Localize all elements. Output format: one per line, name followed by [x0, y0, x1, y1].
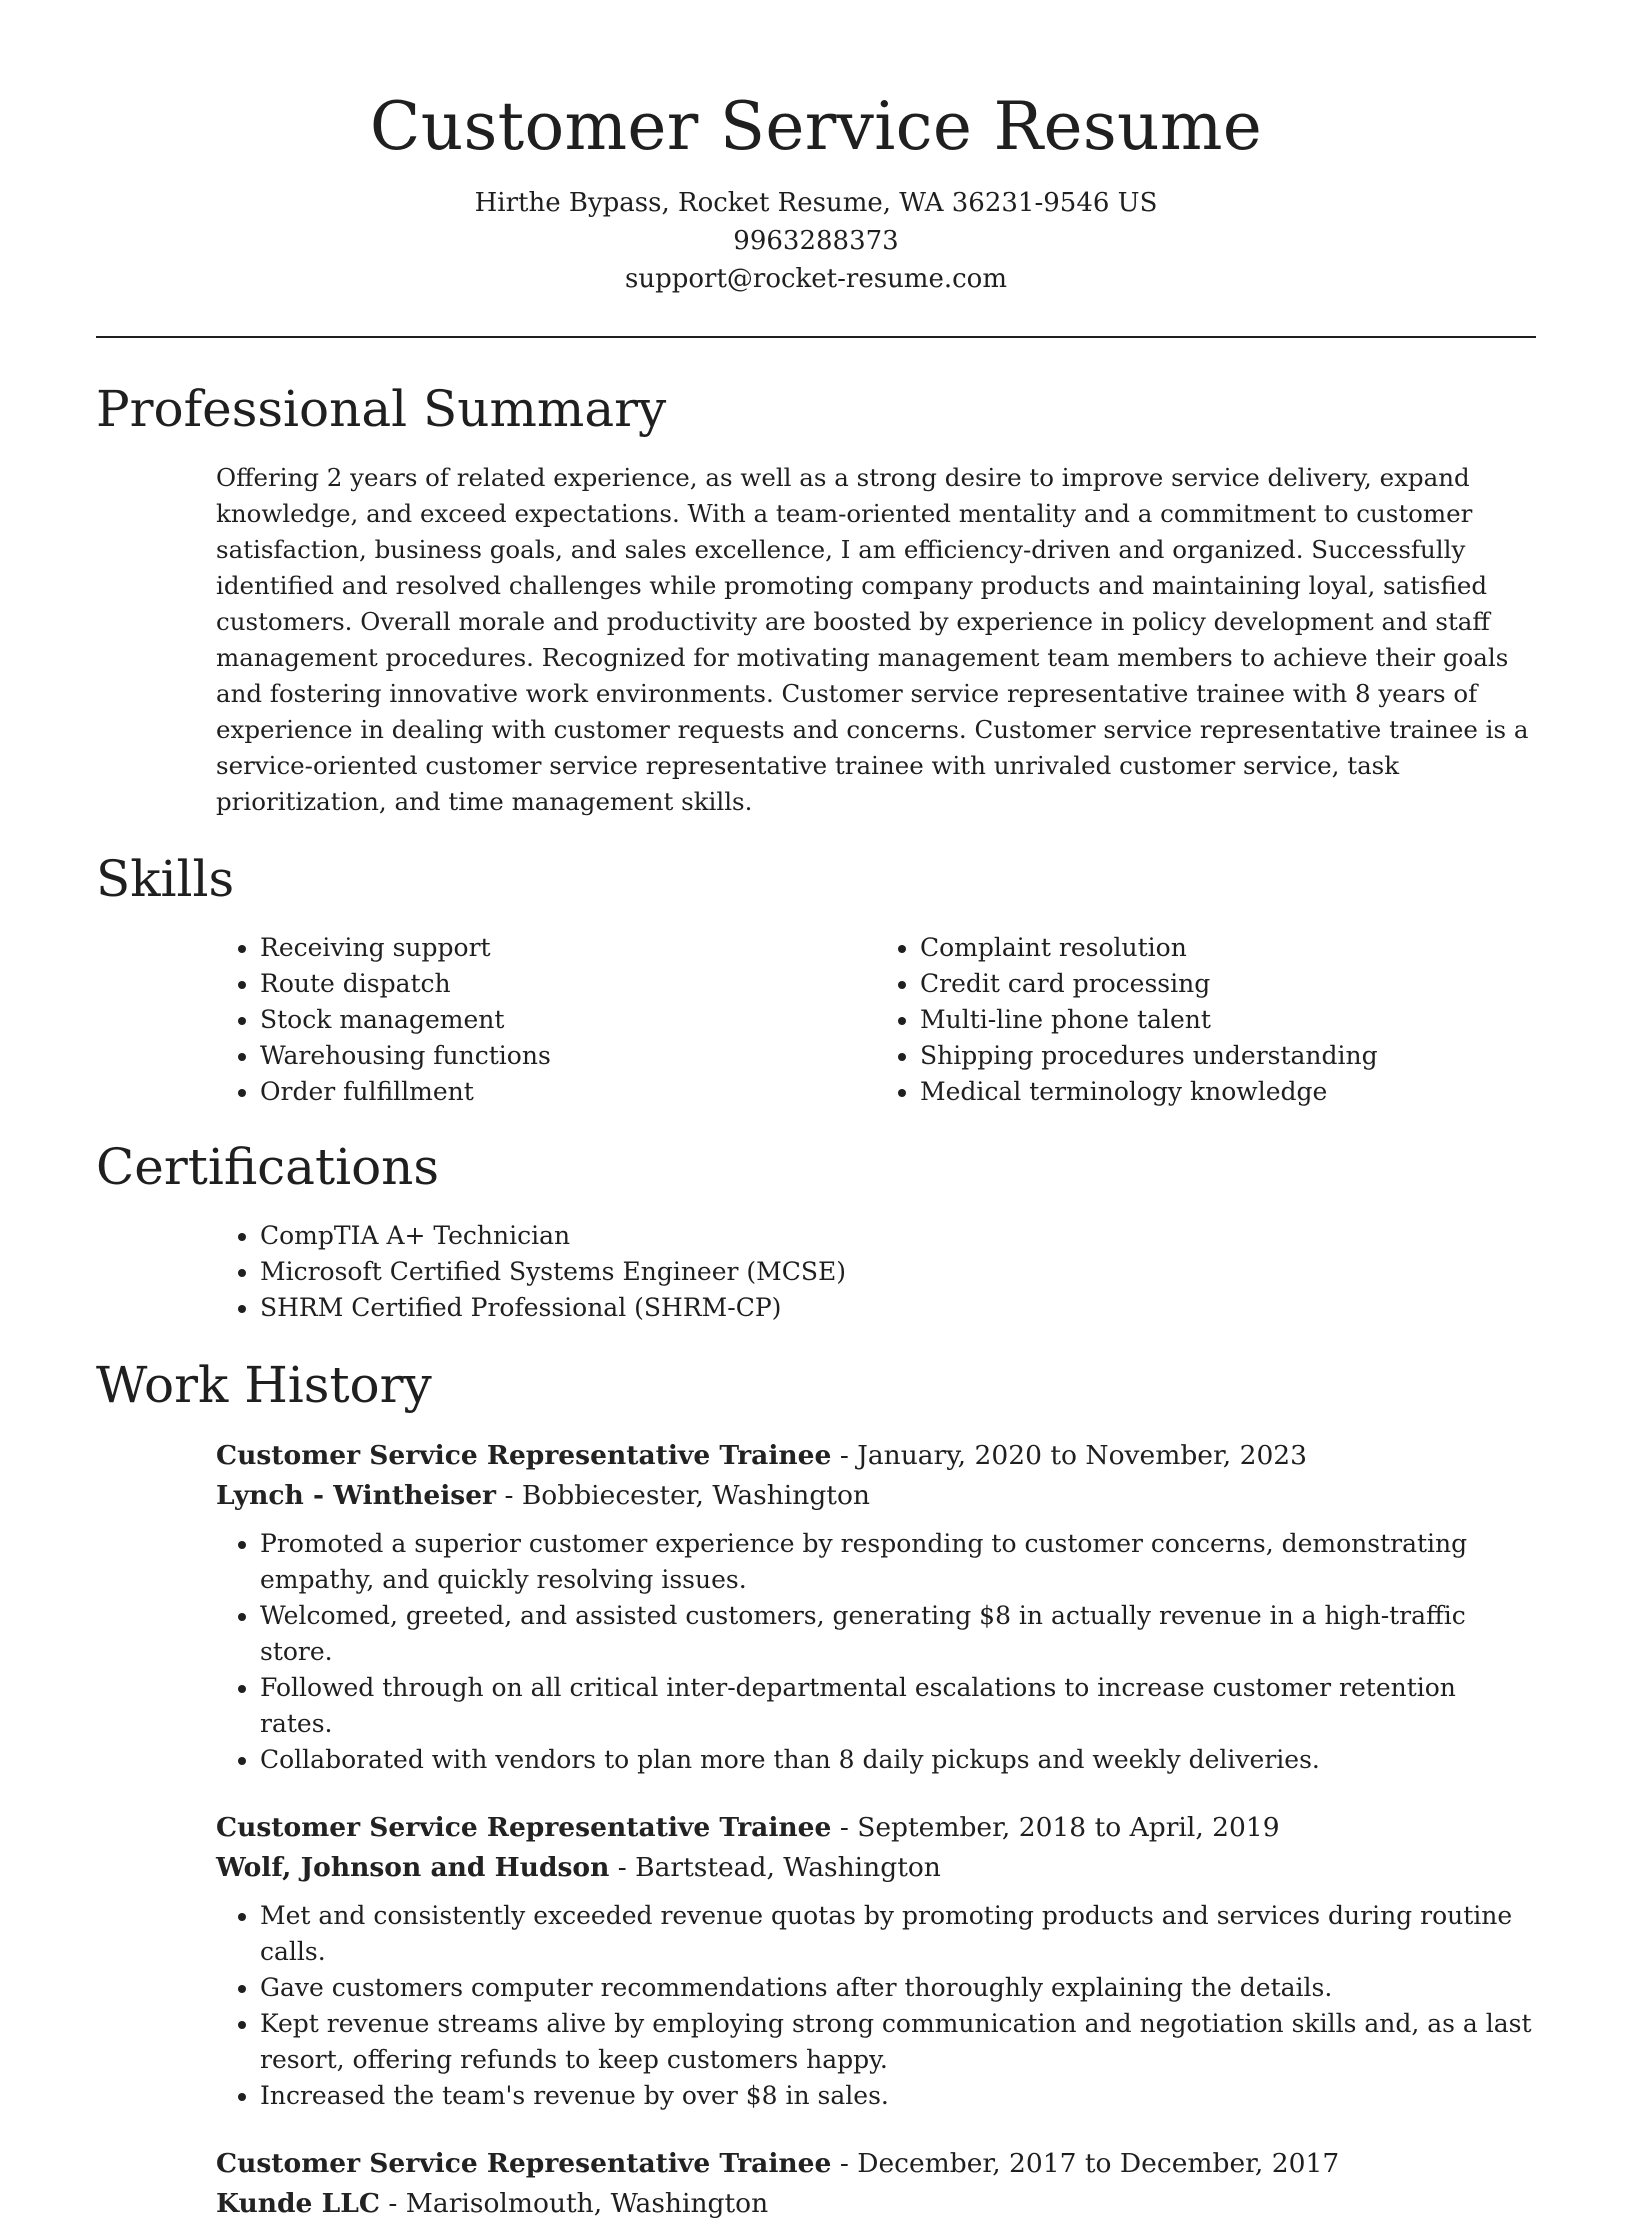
resume-header [96, 0, 1536, 298]
job-separator: - [379, 2188, 406, 2219]
job-company-line [216, 2184, 1536, 2224]
professional-summary-text: Offering 2 years of related experience, as well as a strong desire to improve service delivery, expand knowledge, and exceed expectations. With a team-oriented mentality and a commitment to customer satisfaction, business goals, and sales excellence, I am efficiency-driven and organized. Successfully identified and resolved challenges while promoting company products and maintaining loyal, satisfied customers. Overall morale and productivity are boosted by experience in policy development and staff management procedures. Recognized for motivating management team members to achieve their goals and fostering innovative work environments. Customer service representative trainee with 8 years of experience in dealing with customer requests and concerns. Customer service representative trainee is a service-oriented customer service representative trainee with unrivaled customer service, task prioritization, and time management skills. [216, 463, 1529, 816]
job-bullet: • Met and consistently exceeded revenue quotas by promoting products and services during routine calls. [260, 1898, 1536, 1970]
job-company-line [216, 1476, 1536, 1516]
job-location: Marisolmouth, Washington [405, 2188, 769, 2219]
professional-summary-heading: Professional Summary [96, 380, 667, 438]
job-bullet: • Collaborated with vendors to plan more than 8 daily pickups and weekly deliveries. [260, 1742, 1536, 1778]
job-bullet: • Promoted a superior customer experience by responding to customer concerns, demonstrating empathy, and quickly resolving issues. [260, 1526, 1536, 1598]
contact-address: Hirthe Bypass, Rocket Resume, WA 36231-9546 US [474, 188, 1158, 218]
job-title-line [216, 1808, 1536, 1848]
job-title-line [216, 1436, 1536, 1476]
job-entry [216, 1808, 1536, 2114]
skill-item: • Medical terminology knowledge [920, 1074, 1536, 1110]
skills-column-right [876, 930, 1536, 1110]
skills-column-left [216, 930, 876, 1110]
job-role: Customer Service Representative Trainee [216, 2148, 832, 2179]
job-company: Wolf, Johnson and Hudson [216, 1852, 610, 1883]
job-dates: December, 2017 to December, 2017 [857, 2148, 1340, 2179]
skill-item: • Receiving support [260, 930, 876, 966]
skills-heading: Skills [96, 850, 235, 908]
skill-item: • Route dispatch [260, 966, 876, 1002]
certification-item: • CompTIA A+ Technician [260, 1218, 1536, 1254]
job-location: Bartstead, Washington [635, 1852, 941, 1883]
resume-title: Customer Service Resume [369, 88, 1263, 165]
job-bullet: • Increased the team's revenue by over $8 in sales. [260, 2078, 1536, 2114]
skill-item: • Complaint resolution [920, 930, 1536, 966]
certifications-heading: Certifications [96, 1138, 440, 1196]
skill-item: • Credit card processing [920, 966, 1536, 1002]
skill-item: • Shipping procedures understanding [920, 1038, 1536, 1074]
skill-item: • Warehousing functions [260, 1038, 876, 1074]
job-role: Customer Service Representative Trainee [216, 1440, 832, 1471]
contact-phone: 9963288373 [733, 226, 899, 256]
job-title-line [216, 2144, 1536, 2184]
job-bullets [216, 1898, 1536, 2114]
certifications-list [216, 1218, 1536, 1326]
skill-item: • Stock management [260, 1002, 876, 1038]
job-company-line [216, 1848, 1536, 1888]
job-bullet: • Followed through on all critical inter-departmental escalations to increase customer retention rates. [260, 1670, 1536, 1742]
job-company: Lynch - Wintheiser [216, 1480, 497, 1511]
work-history-heading: Work History [96, 1356, 432, 1414]
job-separator: - [609, 1852, 636, 1883]
job-bullet: • Gave customers computer recommendations after thoroughly explaining the details. [260, 1970, 1536, 2006]
contact-email: support@rocket-resume.com [624, 264, 1007, 294]
header-divider [96, 336, 1536, 338]
job-separator: - [831, 1812, 858, 1843]
job-separator: - [496, 1480, 522, 1511]
job-entry [216, 2144, 1536, 2224]
job-dates: January, 2020 to November, 2023 [857, 1440, 1308, 1471]
job-bullets [216, 1526, 1536, 1778]
job-entry [216, 1436, 1536, 1778]
skill-item: • Multi-line phone talent [920, 1002, 1536, 1038]
resume-page [96, 0, 1536, 2224]
job-separator: - [831, 1440, 858, 1471]
job-dates: September, 2018 to April, 2019 [857, 1812, 1280, 1843]
skill-item: • Order fulfillment [260, 1074, 876, 1110]
job-separator: - [831, 2148, 858, 2179]
certification-item: • SHRM Certified Professional (SHRM-CP) [260, 1290, 1536, 1326]
job-company: Kunde LLC [216, 2188, 380, 2219]
job-role: Customer Service Representative Trainee [216, 1812, 832, 1843]
certification-item: • Microsoft Certified Systems Engineer (MCSE) [260, 1254, 1536, 1290]
job-bullet: • Kept revenue streams alive by employing strong communication and negotiation skills and, as a last resort, offering refunds to keep customers happy. [260, 2006, 1536, 2078]
job-location: Bobbiecester, Washington [521, 1480, 870, 1511]
skills-list [216, 930, 1536, 1110]
job-bullet: • Welcomed, greeted, and assisted customers, generating $8 in actually revenue in a high-traffic store. [260, 1598, 1536, 1670]
